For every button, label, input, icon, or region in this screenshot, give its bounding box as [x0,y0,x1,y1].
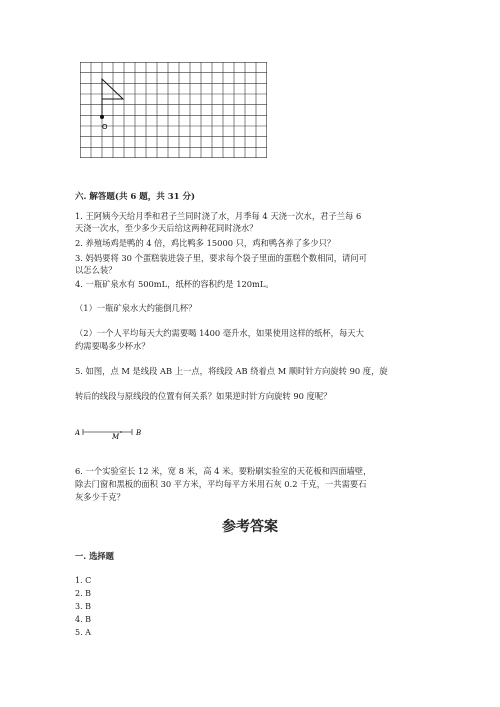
point-o [100,115,104,119]
triangle-shape [102,79,123,99]
q5-line1: 5. 如图，点 M 是线段 AB 上一点，将线段 AB 绕着点 M 顺时针方向旋转 90 度，旋 [75,366,388,376]
q1-line2: 天浇一次水，至少多少天后给这两种花同时浇水？ [75,223,258,233]
q6-line2: 除去门窗和黑板的面积 30 平方米，平均每平方米用石灰 0.2 千克，一共需要石 [75,479,367,489]
q4-line: 4. 一瓶矿泉水有 500mL，纸杯的容积约是 120mL。 [75,279,274,289]
q4-sub2-line2: 约需要喝多少杯水？ [75,341,150,351]
grid-figure [80,62,267,158]
label-a: A [75,429,81,437]
segment-figure [75,424,155,440]
answer-item: 1. C [75,576,92,585]
answer-item: 5. A [75,628,91,637]
q5-line2: 转后的线段与原线段的位置有何关系？如果逆时针方向旋转 90 度呢？ [75,391,332,401]
q4-sub1: （1）一瓶矿泉水大约能倒几杯？ [75,303,197,313]
point-m [120,431,122,433]
label-b: B [136,429,142,437]
segment-svg [75,424,155,440]
q2-line: 2. 养殖场鸡是鸭的 4 倍，鸡比鸭多 15000 只，鸡和鸭各养了多少只？ [75,238,336,248]
answer-title: 参考答案 [222,519,278,535]
answer-item: 2. B [75,589,92,598]
label-m: M [112,433,120,440]
q3-line2: 以怎么装？ [75,265,117,275]
grid-svg [80,62,267,158]
q4-sub2-line1: （2）一个人平均每天大约需要喝 1400 毫升水，如果使用这样的纸杯，每天大 [75,328,364,338]
answer-item: 3. B [75,602,92,611]
q6-line1: 6. 一个实验室长 12 米，宽 8 米，高 4 米。要粉刷实验室的天花板和四面墙壁， [75,466,372,476]
q6-line3: 灰多少千克？ [75,492,125,502]
section-title: 六. 解答题(共 6 题，共 31 分) [75,192,196,202]
answer-section-title: 一. 选择题 [75,551,114,561]
q3-line1: 3. 妈妈要将 30 个蛋糕装进袋子里，要求每个袋子里面的蛋糕个数相同，请问可 [75,253,367,263]
answer-item: 4. B [75,615,92,624]
origin-label: O [102,123,108,131]
q1-line1: 1. 王阿姨今天给月季和君子兰同时浇了水，月季每 4 天浇一次水，君子兰每 6 [75,211,362,221]
